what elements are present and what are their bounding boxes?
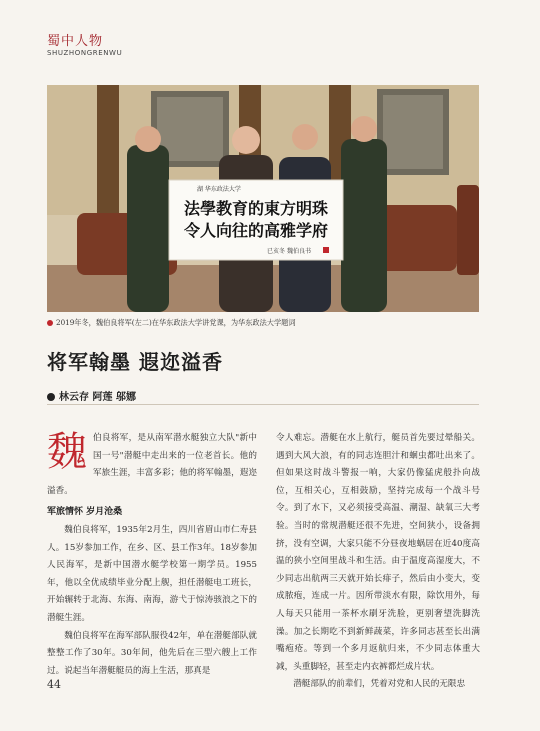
body-paragraph: 魏伯良将军在海军部队服役42年，单在潜艇部队就整整工作了30年。30年间，他先后在三型六艘上工作过。说起当年潜艇艇员的海上生活，那真是 bbox=[47, 630, 257, 676]
page-number: 44 bbox=[47, 678, 61, 691]
bullet-icon bbox=[47, 320, 53, 326]
intro-paragraph: 魏伯良将军，是从南军潜水艇独立大队"新中国一号"潜艇中走出来的一位老首长。他的军旅生涯，丰富多彩；他的将军翰墨，遐迩溢香。 bbox=[47, 429, 257, 496]
article-authors: 林云存 阿莲 邬娜 bbox=[47, 388, 136, 403]
section-subhead: 军旅情怀 岁月沧桑 bbox=[47, 507, 123, 518]
section-title-en: SHUZHONGRENWU bbox=[47, 49, 123, 57]
banner-signature: 已亥冬 魏伯良书 bbox=[267, 248, 311, 255]
banner-line-2: 令人向往的高雅学府 bbox=[183, 221, 329, 240]
body-paragraph: 令人难忘。潜艇在水上航行，艇员首先要过晕船关。遇到大风大浪，有的同志连胆汁和蛔虫都吐出来了。但如果这时战斗警报一响，大家仍像猛虎般扑向战位，互相关心，互相鼓励，坚持完成每一个战斗号令。到了水下，又必须接受高温、潮湿、缺氧三大考验。当时的常规潜艇还很不先进，空间狭小，设备拥挤，没有空调，大家只能不分昼夜地蜗居在近40度高温的狭小空间里战斗和生活。由于温度高湿度大，不少同志出航两三天就开始长痱子，然后由小变大，变成脓疱，连成一片。因所带淡水有限，除饮用外，每人每天只能用一茶杯水刷牙洗脸，更别奢望洗脚洗澡。加之长期吃不到新鲜蔬菜，许多同志甚至长出满嘴疱疮。等到一个多月返航归来，不少同志体重大减，头重脚轻，甚至走内衣裤都烂成片状。 bbox=[276, 433, 480, 672]
section-header bbox=[47, 34, 122, 58]
feature-photo bbox=[47, 85, 479, 312]
banner-header: 湖 华东政法大学 bbox=[197, 186, 241, 193]
section-title-cn: 蜀中人物 bbox=[47, 34, 104, 49]
body-paragraph: 魏伯良将军，1935年2月生，四川省眉山市仁寿县人。15岁参加工作，在乡、区、县工作3年。18岁参加人民海军，是新中国潜水艇学校第一期学员。1955年，他以全优成绩毕业分配上舰，担任潜艇电工班长，开始辗转于北海、东海、南海，游弋于惊涛骇浪之下的潜艇生涯。 bbox=[47, 524, 257, 623]
article-title: 将军翰墨 遐迩溢香 bbox=[47, 350, 223, 374]
body-paragraph: 潜艇部队的前辈们，凭着对党和人民的无限忠 bbox=[293, 679, 466, 690]
divider bbox=[47, 404, 479, 405]
column-right bbox=[276, 430, 480, 694]
drop-cap: 魏 bbox=[47, 429, 87, 475]
banner-line-1: 法學教育的東方明珠 bbox=[183, 199, 329, 218]
photo-caption: 2019年冬，魏伯良将军(左二)在华东政法大学讲党课，为华东政法大学题词 bbox=[47, 318, 296, 328]
bullet-icon bbox=[47, 393, 55, 401]
column-left bbox=[47, 430, 257, 680]
seal-icon bbox=[323, 247, 329, 253]
